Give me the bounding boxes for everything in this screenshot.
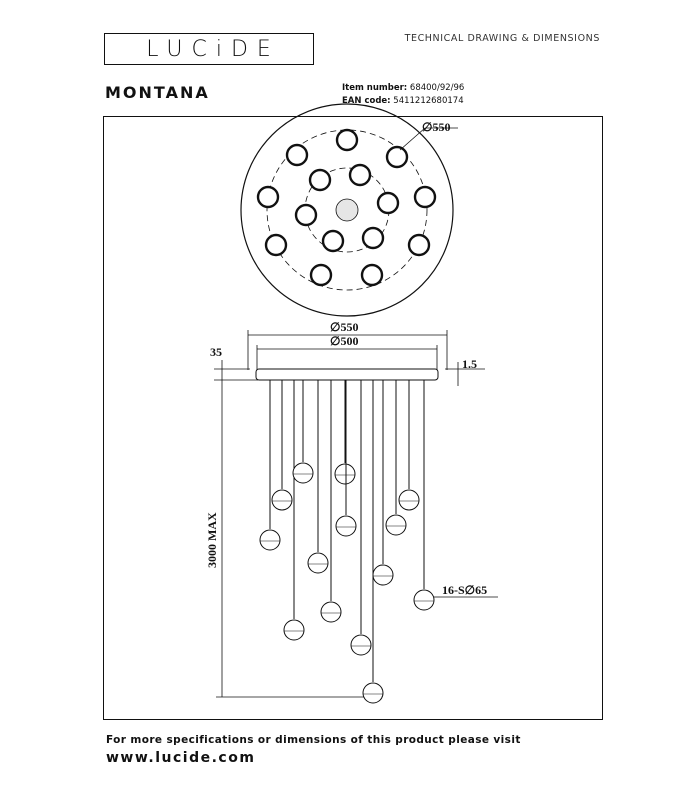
top-view-shade [323,231,343,251]
top-view-shade [296,205,316,225]
pendant-shade [363,683,383,703]
footer-note: For more specifications or dimensions of this product please visit [106,734,521,746]
top-view-diameter-label: ∅550 [422,120,451,134]
pendant [284,380,304,640]
pendant-shade [414,590,434,610]
inner-diameter-label: ∅500 [330,334,359,348]
ean-code-label: EAN code: [342,96,391,106]
pendant [373,380,393,585]
top-view-center-hub [336,199,358,221]
item-number-value: 68400/92/96 [409,83,465,93]
canopy-plate [256,369,438,380]
top-view-shade [310,170,330,190]
top-view-shade [258,187,278,207]
top-view-shade [266,235,286,255]
pendant-shade [284,620,304,640]
pendant [272,380,292,510]
pendant-shade [260,530,280,550]
pendant [293,380,313,483]
pendant [321,380,341,622]
item-number-label: Item number: [342,83,408,93]
pendant-shade [335,464,355,484]
top-view-shade [337,130,357,150]
plate-thickness-label: 1.5 [462,357,477,371]
pendant-shade [321,602,341,622]
pendant [260,380,280,550]
footer-url[interactable]: www.lucide.com [106,750,256,766]
product-name: MONTANA [105,83,210,102]
pendant-shade [373,565,393,585]
shade-count-label: 16-S∅65 [442,583,488,597]
ean-code-value: 5411212680174 [393,96,464,106]
top-view-shade [362,265,382,285]
pendant [351,380,371,655]
canopy-height-label: 35 [210,345,222,359]
top-view-shade [387,147,407,167]
top-view-shade [409,235,429,255]
top-view-shade [311,265,331,285]
pendant-shade [336,516,356,536]
pendant-shade [399,490,419,510]
document-type: TECHNICAL DRAWING & DIMENSIONS [404,33,600,44]
top-view-shade [415,187,435,207]
top-view-shade [363,228,383,248]
pendant [399,380,419,510]
top-view-shade [287,145,307,165]
pendant-shade [386,515,406,535]
pendants [260,380,434,703]
pendant [386,380,406,535]
pendant-shade [272,490,292,510]
pendant [363,380,383,703]
pendant-shade [308,553,328,573]
max-height-label: 3000 MAX [205,512,219,568]
brand-logo-text: LUCiDE [146,36,280,62]
pendant-shade [351,635,371,655]
pendant-shade [293,463,313,483]
top-view-shade [378,193,398,213]
top-view-shade [350,165,370,185]
pendant [335,380,355,484]
top-view [241,104,458,316]
outer-diameter-label: ∅550 [330,320,359,334]
pendant [336,380,356,536]
